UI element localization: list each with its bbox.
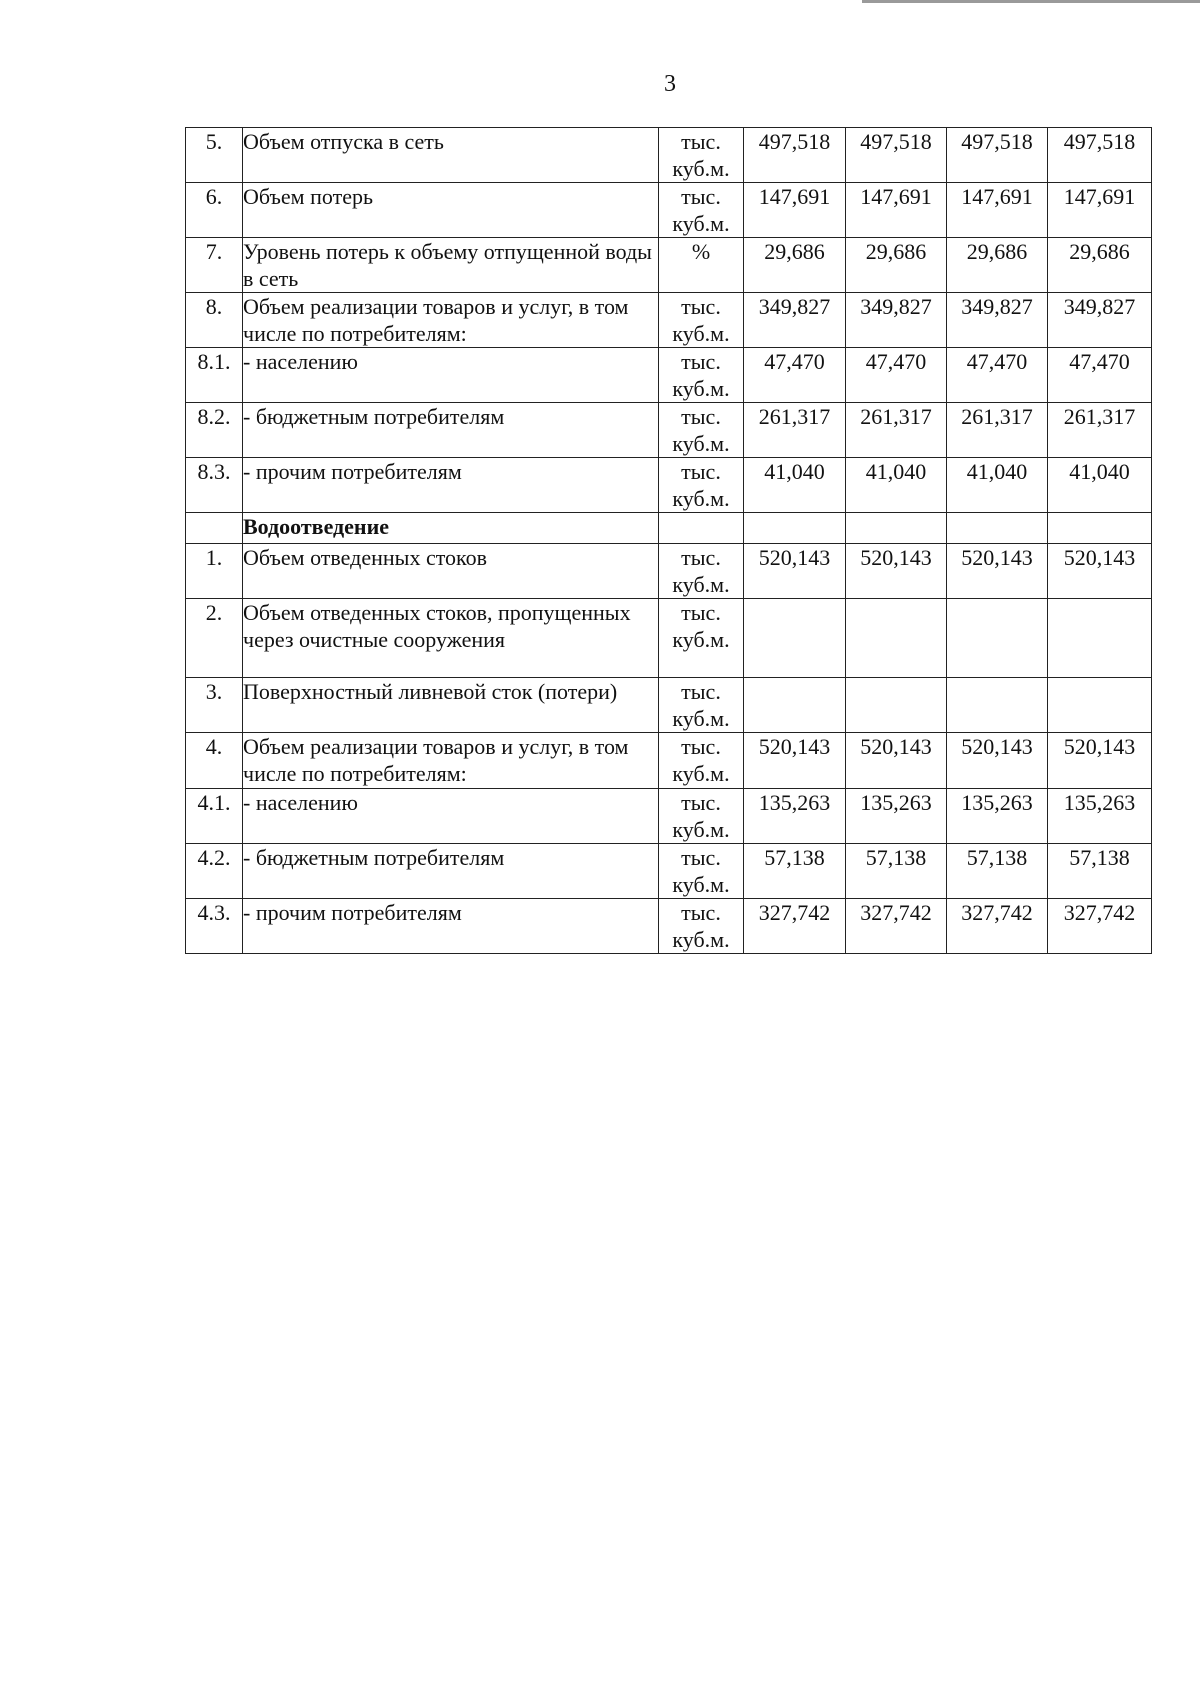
row-number: 4.: [186, 733, 243, 789]
indicator-name: Объем потерь: [243, 183, 659, 238]
indicator-name: Объем отпуска в сеть: [243, 128, 659, 183]
value-cell: 29,686: [947, 238, 1048, 293]
value-cell: 261,317: [744, 403, 846, 458]
unit-cell: [659, 899, 744, 954]
unit-cell: [659, 544, 744, 599]
value-cell: 57,138: [846, 844, 947, 899]
unit-line: куб.м.: [672, 817, 730, 842]
row-number: 6.: [186, 183, 243, 238]
unit-line: тыс.: [681, 845, 721, 870]
value-cell: [846, 513, 947, 544]
unit-cell: [659, 238, 744, 293]
unit-line: куб.м.: [672, 211, 730, 236]
value-cell: 47,470: [1048, 348, 1152, 403]
value-cell: [1048, 678, 1152, 733]
unit-line: тыс.: [681, 184, 721, 209]
row-number: [186, 513, 243, 544]
value-cell: [947, 513, 1048, 544]
value-cell: [744, 599, 846, 678]
row-number: 5.: [186, 128, 243, 183]
value-cell: 147,691: [1048, 183, 1152, 238]
value-cell: 520,143: [846, 544, 947, 599]
row-number: 2.: [186, 599, 243, 678]
section-title: Водоотведение: [243, 513, 659, 544]
value-cell: 520,143: [1048, 733, 1152, 789]
unit-line: тыс.: [681, 600, 721, 625]
value-cell: [744, 513, 846, 544]
value-cell: 327,742: [947, 899, 1048, 954]
unit-line: тыс.: [681, 790, 721, 815]
unit-cell: [659, 733, 744, 789]
value-cell: 135,263: [744, 789, 846, 844]
indicator-name: Объем реализации товаров и услуг, в том числе по потребителям:: [243, 733, 659, 789]
row-number: 8.3.: [186, 458, 243, 513]
unit-line: тыс.: [681, 404, 721, 429]
value-cell: 349,827: [846, 293, 947, 348]
row-number: 7.: [186, 238, 243, 293]
indicator-name: Объем отведенных стоков: [243, 544, 659, 599]
value-cell: 57,138: [1048, 844, 1152, 899]
value-cell: 41,040: [1048, 458, 1152, 513]
unit-line: куб.м.: [672, 761, 730, 786]
value-cell: 520,143: [1048, 544, 1152, 599]
value-cell: 29,686: [1048, 238, 1152, 293]
row-number: 3.: [186, 678, 243, 733]
unit-line: куб.м.: [672, 872, 730, 897]
table-row: [186, 678, 1152, 733]
value-cell: 135,263: [846, 789, 947, 844]
unit-line: тыс.: [681, 734, 721, 759]
unit-line: тыс.: [681, 459, 721, 484]
unit-cell: [659, 844, 744, 899]
value-cell: 147,691: [846, 183, 947, 238]
value-cell: [947, 678, 1048, 733]
value-cell: 349,827: [1048, 293, 1152, 348]
value-cell: [846, 599, 947, 678]
value-cell: 261,317: [1048, 403, 1152, 458]
unit-line: куб.м.: [672, 927, 730, 952]
table-row: [186, 844, 1152, 899]
row-number: 4.2.: [186, 844, 243, 899]
table-row: [186, 293, 1152, 348]
value-cell: 57,138: [744, 844, 846, 899]
unit-line: куб.м.: [672, 376, 730, 401]
table-row: [186, 789, 1152, 844]
table-row: [186, 899, 1152, 954]
unit-line: тыс.: [681, 679, 721, 704]
unit-line: тыс.: [681, 129, 721, 154]
unit-cell: [659, 348, 744, 403]
value-cell: 327,742: [846, 899, 947, 954]
row-number: 4.1.: [186, 789, 243, 844]
value-cell: 135,263: [1048, 789, 1152, 844]
table-row: [186, 544, 1152, 599]
unit-cell: [659, 183, 744, 238]
value-cell: 147,691: [947, 183, 1048, 238]
unit-cell: [659, 458, 744, 513]
unit-cell: [659, 403, 744, 458]
unit-cell: [659, 789, 744, 844]
indicator-name: - населению: [243, 789, 659, 844]
value-cell: 41,040: [744, 458, 846, 513]
row-number: 8.2.: [186, 403, 243, 458]
value-cell: 497,518: [846, 128, 947, 183]
table-row: [186, 128, 1152, 183]
value-cell: [744, 678, 846, 733]
value-cell: [1048, 599, 1152, 678]
value-cell: 497,518: [1048, 128, 1152, 183]
value-cell: 497,518: [744, 128, 846, 183]
value-cell: 520,143: [947, 544, 1048, 599]
table-row: [186, 348, 1152, 403]
table-row: [186, 238, 1152, 293]
value-cell: [947, 599, 1048, 678]
unit-line: тыс.: [681, 294, 721, 319]
indicator-name: Объем реализации товаров и услуг, в том числе по потребителям:: [243, 293, 659, 348]
value-cell: 327,742: [1048, 899, 1152, 954]
indicator-name: - бюджетным потребителям: [243, 403, 659, 458]
value-cell: 497,518: [947, 128, 1048, 183]
unit-line: куб.м.: [672, 431, 730, 456]
row-number: 8.: [186, 293, 243, 348]
scan-edge-mark: [862, 0, 1200, 3]
unit-line: куб.м.: [672, 572, 730, 597]
unit-line: куб.м.: [672, 156, 730, 181]
unit-cell: [659, 599, 744, 678]
unit-line: куб.м.: [672, 627, 730, 652]
indicator-name: - населению: [243, 348, 659, 403]
value-cell: [1048, 513, 1152, 544]
value-cell: 261,317: [846, 403, 947, 458]
value-cell: 47,470: [744, 348, 846, 403]
table-row: [186, 458, 1152, 513]
unit-cell: [659, 513, 744, 544]
indicator-name: Поверхностный ливневой сток (потери): [243, 678, 659, 733]
value-cell: 135,263: [947, 789, 1048, 844]
value-cell: 520,143: [744, 733, 846, 789]
unit-cell: [659, 293, 744, 348]
indicator-name: - бюджетным потребителям: [243, 844, 659, 899]
value-cell: 29,686: [846, 238, 947, 293]
table-row: [186, 733, 1152, 789]
unit-line: %: [691, 239, 711, 264]
value-cell: 47,470: [846, 348, 947, 403]
value-cell: 520,143: [846, 733, 947, 789]
indicator-name: - прочим потребителям: [243, 458, 659, 513]
page-number: 3: [664, 71, 676, 97]
value-cell: 41,040: [846, 458, 947, 513]
table-row: [186, 403, 1152, 458]
indicators-table: [185, 127, 1152, 954]
unit-line: куб.м.: [672, 706, 730, 731]
row-number: 4.3.: [186, 899, 243, 954]
table-row: [186, 513, 1152, 544]
indicator-name: Объем отведенных стоков, пропущенных через очистные сооружения: [243, 599, 659, 678]
unit-cell: [659, 678, 744, 733]
table-row: [186, 599, 1152, 678]
unit-cell: [659, 128, 744, 183]
row-number: 1.: [186, 544, 243, 599]
value-cell: 349,827: [744, 293, 846, 348]
value-cell: 47,470: [947, 348, 1048, 403]
value-cell: [846, 678, 947, 733]
table-row: [186, 183, 1152, 238]
value-cell: 520,143: [744, 544, 846, 599]
value-cell: 261,317: [947, 403, 1048, 458]
value-cell: 327,742: [744, 899, 846, 954]
value-cell: 349,827: [947, 293, 1048, 348]
unit-line: тыс.: [681, 545, 721, 570]
indicator-name: Уровень потерь к объему отпущенной воды в сеть: [243, 238, 659, 293]
value-cell: 29,686: [744, 238, 846, 293]
unit-line: куб.м.: [672, 321, 730, 346]
indicator-name: - прочим потребителям: [243, 899, 659, 954]
unit-line: куб.м.: [672, 486, 730, 511]
value-cell: 41,040: [947, 458, 1048, 513]
value-cell: 520,143: [947, 733, 1048, 789]
row-number: 8.1.: [186, 348, 243, 403]
unit-line: тыс.: [681, 900, 721, 925]
value-cell: 147,691: [744, 183, 846, 238]
unit-line: тыс.: [681, 349, 721, 374]
value-cell: 57,138: [947, 844, 1048, 899]
